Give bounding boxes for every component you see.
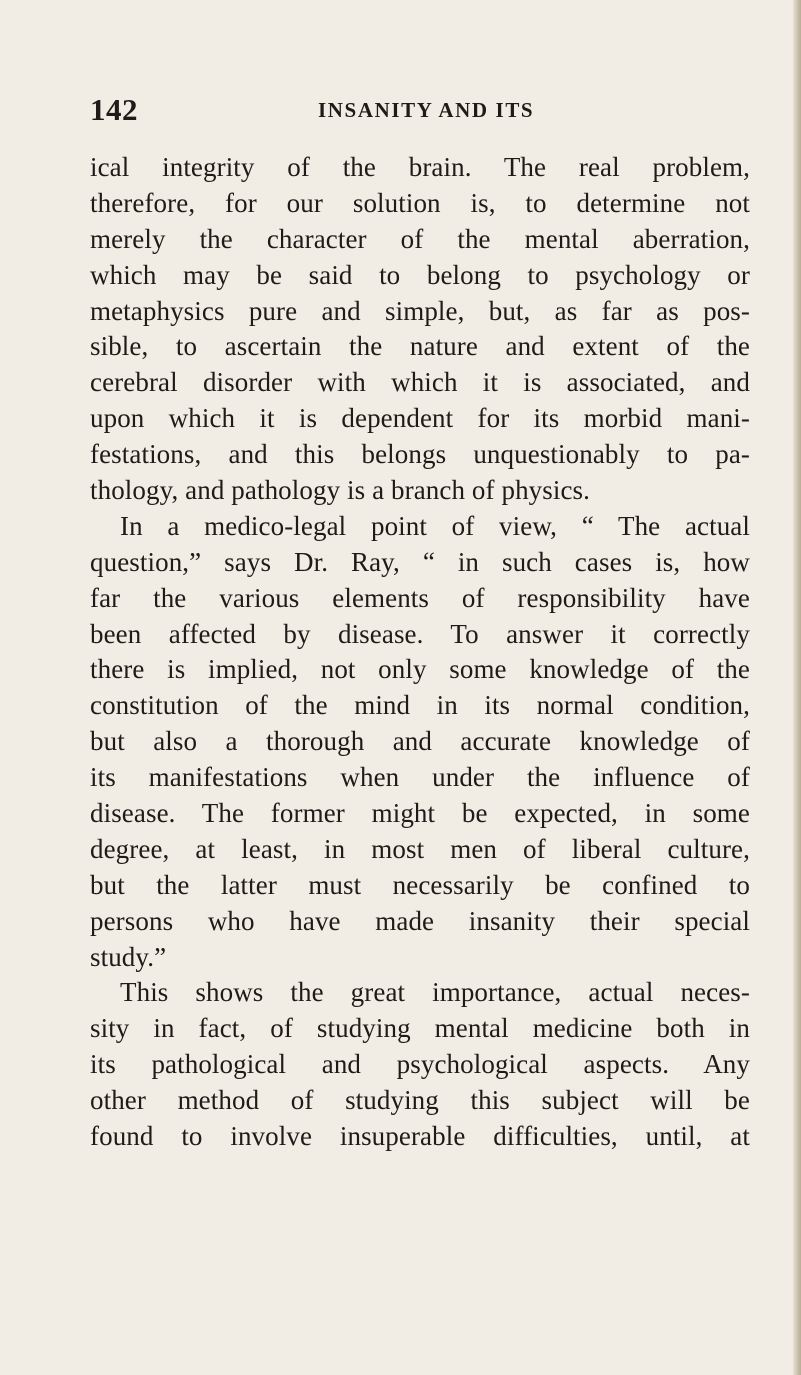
text-line: In a medico-legal point of view, “ The actual bbox=[120, 510, 750, 541]
text-line: far the various elements of responsibility have bbox=[90, 582, 750, 613]
page-edge bbox=[793, 0, 801, 1375]
text-line: persons who have made insanity their special bbox=[90, 905, 750, 936]
text-line: ical integrity of the brain. The real problem, bbox=[90, 152, 750, 182]
body-text bbox=[90, 150, 750, 1155]
text-line: but the latter must necessarily be confined to bbox=[90, 869, 750, 900]
running-head bbox=[0, 92, 801, 132]
text-line: but also a thorough and accurate knowledge of bbox=[90, 726, 750, 757]
text-line: its pathological and psychological aspects. Any bbox=[90, 1049, 750, 1080]
text-line: thology, and pathology is a branch of physics. bbox=[90, 475, 591, 506]
text-line: upon which it is dependent for its morbid mani- bbox=[90, 403, 750, 434]
text-line: metaphysics pure and simple, but, as far as pos- bbox=[90, 295, 750, 326]
text-line: question,” says Dr. Ray, “ in such cases is, how bbox=[90, 546, 750, 577]
text-line: sible, to ascertain the nature and extent of the bbox=[90, 331, 750, 362]
text-line: study.” bbox=[90, 941, 167, 972]
text-line: festations, and this belongs unquestionably to pa- bbox=[90, 439, 750, 470]
text-line: constitution of the mind in its normal condition, bbox=[90, 690, 750, 721]
page-number: 142 bbox=[90, 92, 138, 127]
text-line: degree, at least, in most men of liberal culture, bbox=[90, 833, 750, 864]
text-line: therefore, for our solution is, to determine not bbox=[90, 187, 750, 218]
text-line: found to involve insuperable difficulties, until, at bbox=[90, 1121, 750, 1152]
text-line: which may be said to belong to psychology or bbox=[90, 259, 750, 290]
text-line: its manifestations when under the influence of bbox=[90, 762, 750, 793]
text-line: This shows the great importance, actual neces- bbox=[120, 977, 750, 1008]
text-line: other method of studying this subject will be bbox=[90, 1085, 750, 1116]
text-line: been affected by disease. To answer it correctly bbox=[90, 618, 750, 649]
text-line: cerebral disorder with which it is associated, and bbox=[90, 367, 750, 398]
text-line: merely the character of the mental aberration, bbox=[90, 223, 750, 254]
text-line: disease. The former might be expected, in some bbox=[90, 798, 750, 829]
text-line: sity in fact, of studying mental medicine both in bbox=[90, 1013, 750, 1044]
text-line: there is implied, not only some knowledge of the bbox=[90, 654, 750, 685]
running-head-title: INSANITY AND ITS bbox=[318, 98, 535, 122]
